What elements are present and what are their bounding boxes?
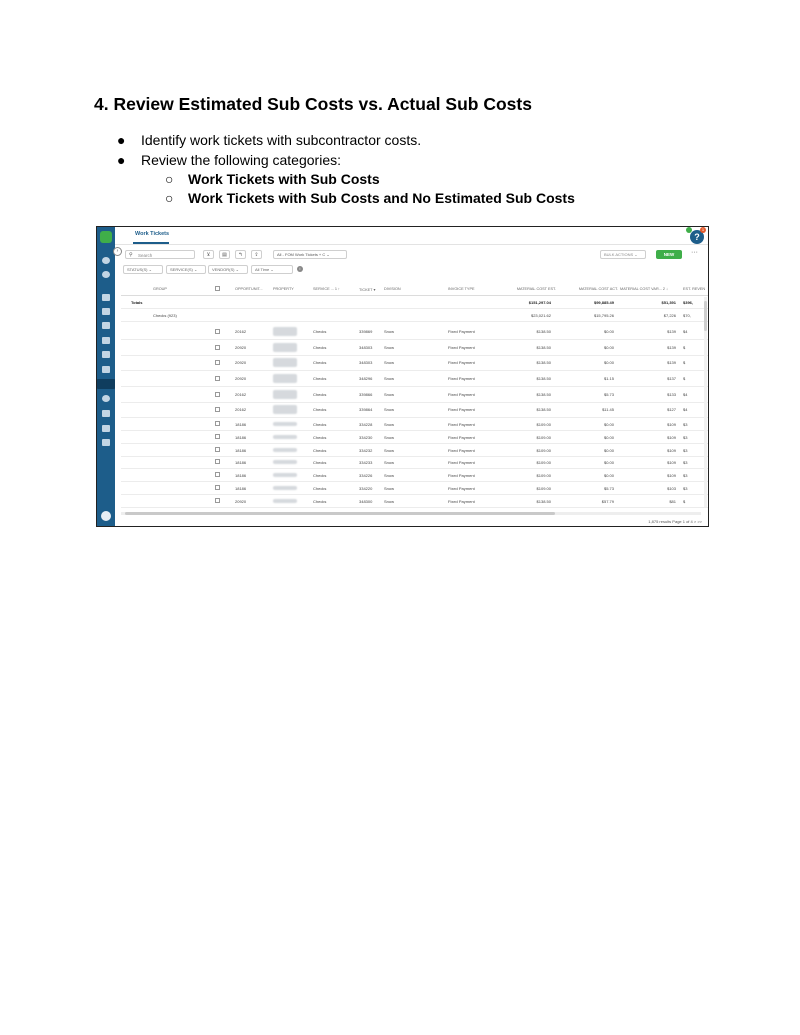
clock-icon[interactable] [102,395,110,402]
undo-button[interactable]: ↰ [235,250,246,259]
cell-service: Checks [313,376,327,381]
property-redacted [273,473,297,477]
group-material-cost-est: $23,021.62 [530,313,551,318]
service-filter-label: SERVICE(S) [170,267,193,272]
column-header[interactable]: MATERIAL COST VAR... 2 ↓ [620,287,668,291]
cell-rev: $ [683,360,686,365]
property-redacted [273,343,297,352]
cell-invoice: Fixed Payment [448,360,475,365]
cell-mat_act: $0.00 [603,473,614,478]
column-header[interactable]: PROPERTY [273,287,294,291]
cell-ticket: 339864 [359,407,373,412]
cell-division: Snow [384,407,395,412]
cell-opp: 20920 [235,376,247,381]
group-material-cost-act: $15,795.26 [593,313,614,318]
filter-bar [121,265,704,275]
cell-opp: 20920 [235,499,247,504]
cell-division: Snow [384,360,395,365]
cell-mat_act: $0.00 [603,435,614,440]
nav-item-icon[interactable] [102,322,110,329]
property-redacted [273,358,297,367]
cell-mat_est: $109.00 [536,460,551,465]
cell-mat_est: $138.50 [536,499,551,504]
bullet-glyph: ● [117,152,126,168]
row-checkbox[interactable] [215,392,220,397]
row-checkbox[interactable] [215,485,220,490]
view-select[interactable]: All - FOM Work Tickets + C ⌄ [273,250,347,259]
table-row[interactable] [121,418,709,431]
nav-item-icon[interactable] [102,337,110,344]
help-button[interactable]: ? [690,230,704,244]
date-range-label: All Time [255,267,270,272]
cell-invoice: Fixed Payment [448,486,475,491]
cell-service: Checks [313,360,327,365]
nav-item-icon[interactable] [102,294,110,301]
bullet-item [117,152,341,168]
info-icon[interactable]: i [297,266,303,272]
cell-ticket: 334232 [359,448,373,453]
property-redacted [273,435,297,439]
search-input[interactable] [125,250,195,259]
column-header[interactable]: INVOICE TYPE [448,287,475,291]
cell-mat_est: $109.00 [536,486,551,491]
cell-mat_est: $138.50 [536,376,551,381]
cell-mat_act: $57.79 [601,499,614,504]
cell-division: Snow [384,392,395,397]
cell-opp: 18186 [235,422,247,427]
nav-item-icon[interactable] [102,410,110,417]
cell-mat_var: $109 [667,435,676,440]
cell-division: Snow [384,460,395,465]
cell-ticket: 334233 [359,460,373,465]
cell-mat_act: $0.00 [603,422,614,427]
table-row[interactable] [121,387,709,403]
cell-opp: 20162 [235,392,247,397]
row-checkbox[interactable] [215,498,220,503]
cell-division: Snow [384,435,395,440]
cell-service: Checks [313,407,327,412]
section-heading: 4. Review Estimated Sub Costs vs. Actual Sub Costs [94,94,532,114]
cell-service: Checks [313,448,327,453]
cell-mat_est: $138.50 [536,360,551,365]
table-row[interactable] [121,456,709,469]
cell-opp: 18186 [235,486,247,491]
vendor-filter[interactable]: VENDOR(S) ⌄ [208,265,248,274]
totals-row[interactable] [121,297,709,309]
cell-opp: 20162 [235,407,247,412]
columns-button[interactable]: ▤ [219,250,230,259]
cell-service: Checks [313,499,327,504]
cell-opp: 18186 [235,435,247,440]
search-placeholder: Search [138,253,153,258]
group-row[interactable] [121,310,709,322]
status-filter-label: STATUS(S) [127,267,148,272]
cell-ticket: 334228 [359,422,373,427]
property-redacted [273,460,297,464]
cell-invoice: Fixed Payment [448,448,475,453]
cell-division: Snow [384,422,395,427]
nav-item-icon[interactable] [102,308,110,315]
export-button[interactable]: ⇪ [251,250,262,259]
cell-service: Checks [313,460,327,465]
view-select-value: All - FOM Work Tickets + C [277,252,326,257]
cell-rev: $3 [683,435,688,440]
cell-mat_var: $81 [669,499,676,504]
bullet-item [117,132,421,148]
property-redacted [273,422,297,426]
table-row[interactable] [121,355,709,371]
cell-division: Snow [384,329,395,334]
cell-mat_est: $138.50 [536,329,551,334]
property-redacted [273,374,297,383]
cell-division: Snow [384,486,395,491]
column-header[interactable]: OPPORTUNIT... [235,287,263,291]
table-row[interactable] [121,482,709,495]
cell-division: Snow [384,345,395,350]
embedded-screenshot [96,226,709,527]
table-row[interactable] [121,371,709,387]
column-header[interactable]: GROUP [153,287,167,291]
cell-invoice: Fixed Payment [448,499,475,504]
cell-mat_var: $139 [667,329,676,334]
active-tab-indicator [133,242,169,244]
cell-opp: 20920 [235,345,247,350]
column-header[interactable]: MATERIAL COST EST. [516,287,556,291]
cell-invoice: Fixed Payment [448,460,475,465]
cell-ticket: 348303 [359,360,373,365]
column-header[interactable]: EST. REVEN [683,287,706,291]
cell-service: Checks [313,473,327,478]
group-material-cost-var: $7,226 [663,313,676,318]
bulk-actions-dropdown[interactable]: BULK ACTIONS ⌄ [600,250,646,259]
table-row[interactable] [121,431,709,444]
user-avatar-icon[interactable] [101,511,111,521]
cell-ticket: 334226 [359,473,373,478]
cell-invoice: Fixed Payment [448,422,475,427]
cell-mat_var: $139 [667,345,676,350]
sub-bullet-glyph: ○ [165,171,174,187]
sub-bullet-item [165,171,380,187]
cell-mat_var: $103 [667,486,676,491]
cell-opp: 20162 [235,329,247,334]
cell-mat_est: $109.00 [536,435,551,440]
cell-mat_act: $1.15 [603,376,614,381]
totals-est-revenue: $396, [683,300,694,305]
column-header[interactable]: SERVICE ... 1 ↑ [313,287,340,291]
cell-ticket: 339869 [359,329,373,334]
cell-invoice: Fixed Payment [448,435,475,440]
cell-service: Checks [313,392,327,397]
group-label: Checks (923) [153,313,177,318]
row-checkbox[interactable] [215,472,220,477]
funnel-icon[interactable] [102,351,110,358]
cell-rev: $ [683,499,686,504]
cell-rev: $4 [683,329,688,334]
cell-ticket: 334230 [359,435,373,440]
cell-service: Checks [313,329,327,334]
row-checkbox[interactable] [215,376,220,381]
nav-item-work-tickets-active[interactable] [97,379,115,389]
cell-rev: $3 [683,448,688,453]
bullet-text: Review the following categories: [141,152,341,168]
cell-rev: $ [683,345,686,350]
totals-material-cost-var: $51,391 [661,300,676,305]
cell-mat_var: $133 [667,392,676,397]
horizontal-scrollbar[interactable] [121,512,701,515]
cell-rev: $3 [683,422,688,427]
nav-item-icon[interactable] [102,439,110,446]
select-all-checkbox[interactable] [215,286,220,291]
cell-mat_act: $0.00 [603,360,614,365]
toolbar [121,250,704,261]
row-checkbox[interactable] [215,421,220,426]
totals-material-cost-est: $151,297.04 [528,300,551,305]
cell-mat_act: $5.73 [603,486,614,491]
horizontal-scroll-thumb[interactable] [125,512,555,515]
date-range-filter[interactable]: All Time ⌄ [251,265,293,274]
cell-division: Snow [384,473,395,478]
column-header[interactable]: MATERIAL COST ACT. [578,287,618,291]
cell-mat_var: $109 [667,448,676,453]
cell-invoice: Fixed Payment [448,392,475,397]
property-redacted [273,390,297,399]
cell-mat_act: $0.00 [603,345,614,350]
cell-invoice: Fixed Payment [448,329,475,334]
add-icon[interactable] [102,257,110,264]
table-row[interactable] [121,469,709,482]
cell-ticket: 348296 [359,376,373,381]
table-row[interactable] [121,324,709,340]
cell-mat_var: $109 [667,473,676,478]
cell-rev: $3 [683,460,688,465]
service-filter[interactable]: SERVICE(S) ⌄ [166,265,206,274]
collapse-nav-button[interactable]: › [113,247,122,256]
cell-division: Snow [384,448,395,453]
app-logo-icon [100,231,112,243]
column-header[interactable]: TICKET ▾ [359,288,376,292]
more-options-icon[interactable]: ··· [691,249,698,256]
cell-opp: 18186 [235,448,247,453]
table-row[interactable] [121,340,709,356]
cell-mat_act: $0.00 [603,329,614,334]
cell-mat_var: $137 [667,376,676,381]
notification-badge[interactable]: 1 [701,227,705,232]
cell-service: Checks [313,422,327,427]
filter-button[interactable]: ⊻ [203,250,214,259]
pagination-footer: 1,875 results Page 1 of 4 > >> [648,519,702,524]
table-row[interactable] [121,495,709,508]
row-checkbox[interactable] [215,360,220,365]
cell-mat_act: $11.45 [602,407,614,412]
sub-bullet-item [165,190,575,206]
cell-ticket: 348300 [359,499,373,504]
totals-material-cost-act: $99,885.49 [593,300,614,305]
row-checkbox[interactable] [215,345,220,350]
totals-label: Totals [131,300,143,305]
cell-mat_est: $109.00 [536,422,551,427]
nav-item-icon[interactable] [102,366,110,373]
vendor-filter-label: VENDOR(S) [212,267,235,272]
bullet-glyph: ● [117,132,126,148]
cell-invoice: Fixed Payment [448,376,475,381]
vertical-scroll-thumb[interactable] [704,301,707,331]
row-checkbox[interactable] [215,447,220,452]
cell-ticket: 334220 [359,486,373,491]
vertical-scrollbar[interactable] [704,297,707,507]
row-checkbox[interactable] [215,407,220,412]
cell-opp: 18186 [235,473,247,478]
cell-mat_est: $138.50 [536,392,551,397]
row-checkbox[interactable] [215,459,220,464]
status-badge[interactable] [686,227,692,233]
row-checkbox[interactable] [215,434,220,439]
new-button[interactable]: NEW [656,250,682,259]
cell-rev: $ [683,376,686,381]
cell-mat_var: $109 [667,422,676,427]
tab-work-tickets[interactable]: Work Tickets [135,231,170,237]
cell-opp: 20920 [235,360,247,365]
row-checkbox[interactable] [215,329,220,334]
cell-ticket: 348303 [359,345,373,350]
cell-rev: $3 [683,473,688,478]
cell-mat_var: $109 [667,460,676,465]
cell-service: Checks [313,345,327,350]
property-redacted [273,448,297,452]
cell-rev: $4 [683,407,688,412]
table-row[interactable] [121,402,709,418]
bulk-actions-label: BULK ACTIONS [604,252,634,257]
status-filter[interactable]: STATUS(S) ⌄ [123,265,163,274]
cell-division: Snow [384,499,395,504]
cell-division: Snow [384,376,395,381]
cell-mat_est: $138.50 [536,345,551,350]
top-bar [115,227,708,245]
group-est-revenue: $70, [683,313,691,318]
cell-mat_act: $0.00 [603,448,614,453]
table-header-row[interactable] [121,284,709,296]
sub-bullet-glyph: ○ [165,190,174,206]
cell-mat_est: $109.00 [536,448,551,453]
bullet-text: Identify work tickets with subcontractor costs. [141,132,422,148]
property-redacted [273,327,297,336]
sub-bullet-text: Work Tickets with Sub Costs and No Estimated Sub Costs [188,190,575,206]
search-icon: ⚲ [129,252,133,258]
property-redacted [273,486,297,490]
cell-invoice: Fixed Payment [448,407,475,412]
search-nav-icon[interactable] [102,271,110,278]
cell-service: Checks [313,435,327,440]
cell-service: Checks [313,486,327,491]
sub-bullet-text: Work Tickets with Sub Costs [188,171,380,187]
trash-icon[interactable] [102,425,110,432]
cell-opp: 18186 [235,460,247,465]
cell-rev: $3 [683,486,688,491]
cell-invoice: Fixed Payment [448,473,475,478]
left-nav [97,227,115,526]
cell-mat_act: $5.73 [603,392,614,397]
column-header[interactable]: DIVISION [384,287,401,291]
cell-ticket: 339866 [359,392,373,397]
cell-mat_var: $139 [667,360,676,365]
cell-invoice: Fixed Payment [448,345,475,350]
cell-mat_est: $109.00 [536,473,551,478]
cell-mat_var: $127 [667,407,676,412]
cell-mat_act: $0.00 [603,460,614,465]
property-redacted [273,499,297,503]
cell-mat_est: $138.50 [536,407,551,412]
property-redacted [273,405,297,414]
cell-rev: $4 [683,392,688,397]
